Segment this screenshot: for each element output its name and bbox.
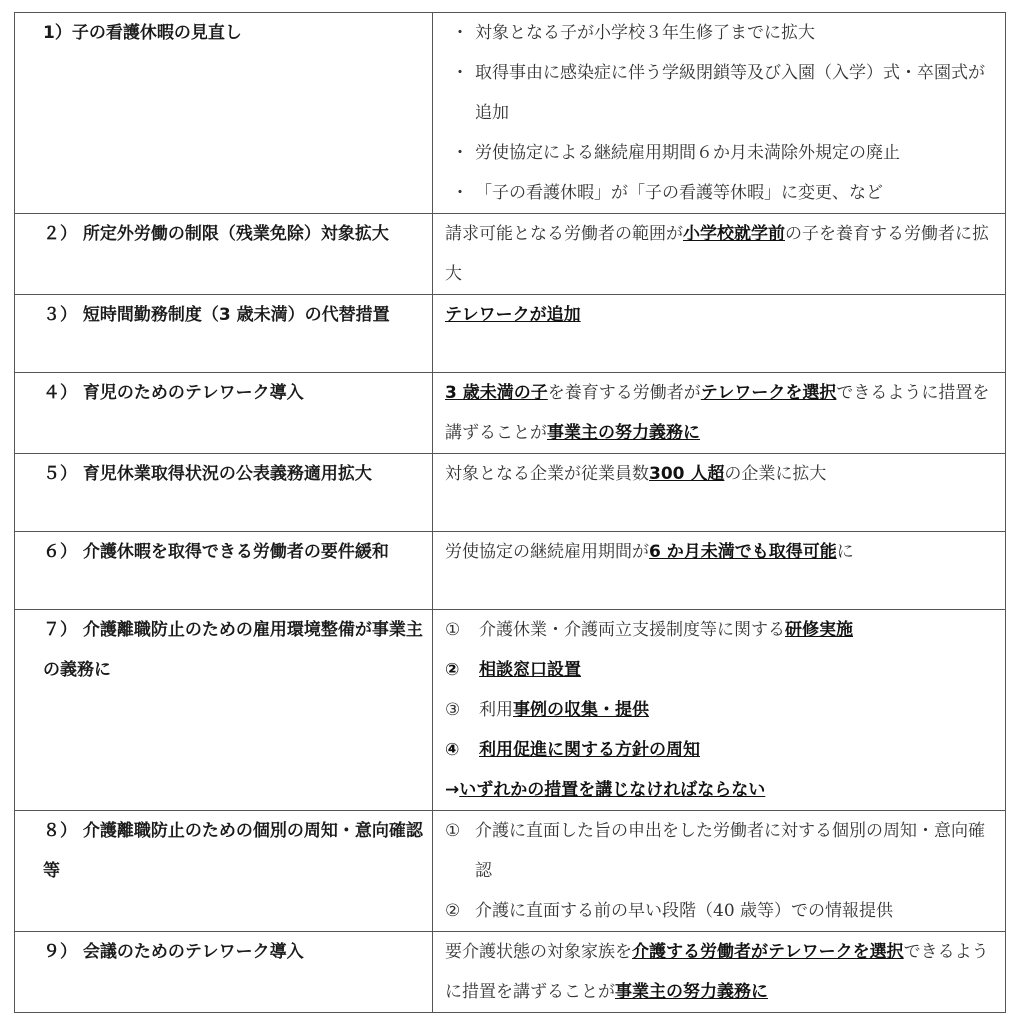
list-item: ③ 利用事例の収集・提供 [445, 690, 997, 730]
table-row [15, 373, 1006, 454]
table-row [15, 610, 1006, 811]
list-item: ① 介護休業・介護両立支援制度等に関する研修実施 [445, 610, 997, 650]
row-content [433, 13, 1006, 214]
emphasis-text: 3 歳未満の子 [445, 383, 548, 403]
row-content: 請求可能となる労働者の範囲が小学校就学前の子を養育する労働者に拡大 [433, 214, 1006, 295]
table-row [15, 532, 1006, 610]
list-item: ・ 対象となる子が小学校３年生修了までに拡大 [445, 13, 997, 53]
conclusion-line [445, 770, 997, 810]
emphasis-text: 300 人超 [649, 464, 725, 484]
emphasis-text: テレワークを選択 [700, 383, 837, 403]
row-content: 3 歳未満の子を養育する労働者がテレワークを選択できるように措置を講ずることが事業主の努力義務に [433, 373, 1006, 454]
list-item [445, 730, 997, 770]
amendment-table [14, 12, 1006, 1013]
row-content: 対象となる企業が従業員数300 人超の企業に拡大 [433, 454, 1006, 532]
circled-number: ③ [445, 700, 461, 720]
circled-number: ② [445, 660, 460, 680]
list-item: ・ 取得事由に感染症に伴う学級閉鎖等及び入園（入学）式・卒園式が追加 [445, 53, 997, 133]
list-item: ② 介護に直面する前の早い段階（40 歳等）での情報提供 [445, 891, 997, 931]
document-page [14, 12, 1006, 1013]
table-row [15, 295, 1006, 373]
row-content [433, 295, 1006, 373]
emphasis-text: 利用促進に関する方針の周知 [479, 740, 700, 760]
table-row [15, 13, 1006, 214]
arrow-icon: → [445, 780, 460, 800]
row-title: ７） 介護離職防止のための雇用環境整備が事業主の義務に [15, 610, 433, 811]
emphasis-text: 事業主の努力義務に [547, 423, 700, 443]
bullet-mark: ・ [451, 23, 469, 43]
emphasis-text: 研修実施 [785, 620, 853, 640]
table-row [15, 214, 1006, 295]
row-content [433, 811, 1006, 932]
circled-number: ① [445, 821, 461, 841]
emphasis-text: 事例の収集・提供 [513, 700, 649, 720]
row-title: ２） 所定外労働の制限（残業免除）対象拡大 [15, 214, 433, 295]
list-item [445, 650, 997, 690]
bullet-mark: ・ [451, 143, 469, 163]
row-title: ６） 介護休暇を取得できる労働者の要件緩和 [15, 532, 433, 610]
emphasis-text: いずれかの措置を講じなければならない [459, 780, 766, 800]
row-content [433, 610, 1006, 811]
circled-number: ① [445, 620, 461, 640]
list-item: ・ 「子の看護休暇」が「子の看護等休暇」に変更、など [445, 173, 997, 213]
emphasis-text: テレワークが追加 [445, 305, 581, 325]
bullet-mark: ・ [451, 183, 469, 203]
row-title: ３） 短時間勤務制度（3 歳未満）の代替措置 [15, 295, 433, 373]
table-row [15, 454, 1006, 532]
row-title: ４） 育児のためのテレワーク導入 [15, 373, 433, 454]
row-title: ９） 会議のためのテレワーク導入 [15, 932, 433, 1013]
row-title: ５） 育児休業取得状況の公表義務適用拡大 [15, 454, 433, 532]
row-content: 労使協定の継続雇用期間が6 か月未満でも取得可能に [433, 532, 1006, 610]
emphasis-text: 6 か月未満でも取得可能 [649, 542, 837, 562]
table-row [15, 811, 1006, 932]
row-title: ８） 介護離職防止のための個別の周知・意向確認等 [15, 811, 433, 932]
emphasis-text: 相談窓口設置 [479, 660, 581, 680]
list-item: ① 介護に直面した旨の申出をした労働者に対する個別の周知・意向確認 [445, 811, 997, 891]
emphasis-text: 事業主の努力義務に [615, 982, 768, 1002]
emphasis-text: 小学校就学前 [683, 224, 785, 244]
row-title: 1）子の看護休暇の見直し [15, 13, 433, 214]
circled-number: ② [445, 901, 461, 921]
list-item: ・ 労使協定による継続雇用期間６か月未満除外規定の廃止 [445, 133, 997, 173]
emphasis-text: 介護する労働者がテレワークを選択 [632, 942, 904, 962]
circled-number: ④ [445, 740, 460, 760]
bullet-mark: ・ [451, 63, 469, 83]
row-content: 要介護状態の対象家族を介護する労働者がテレワークを選択できるように措置を講ずることが事業主の努力義務に [433, 932, 1006, 1013]
table-row [15, 932, 1006, 1013]
